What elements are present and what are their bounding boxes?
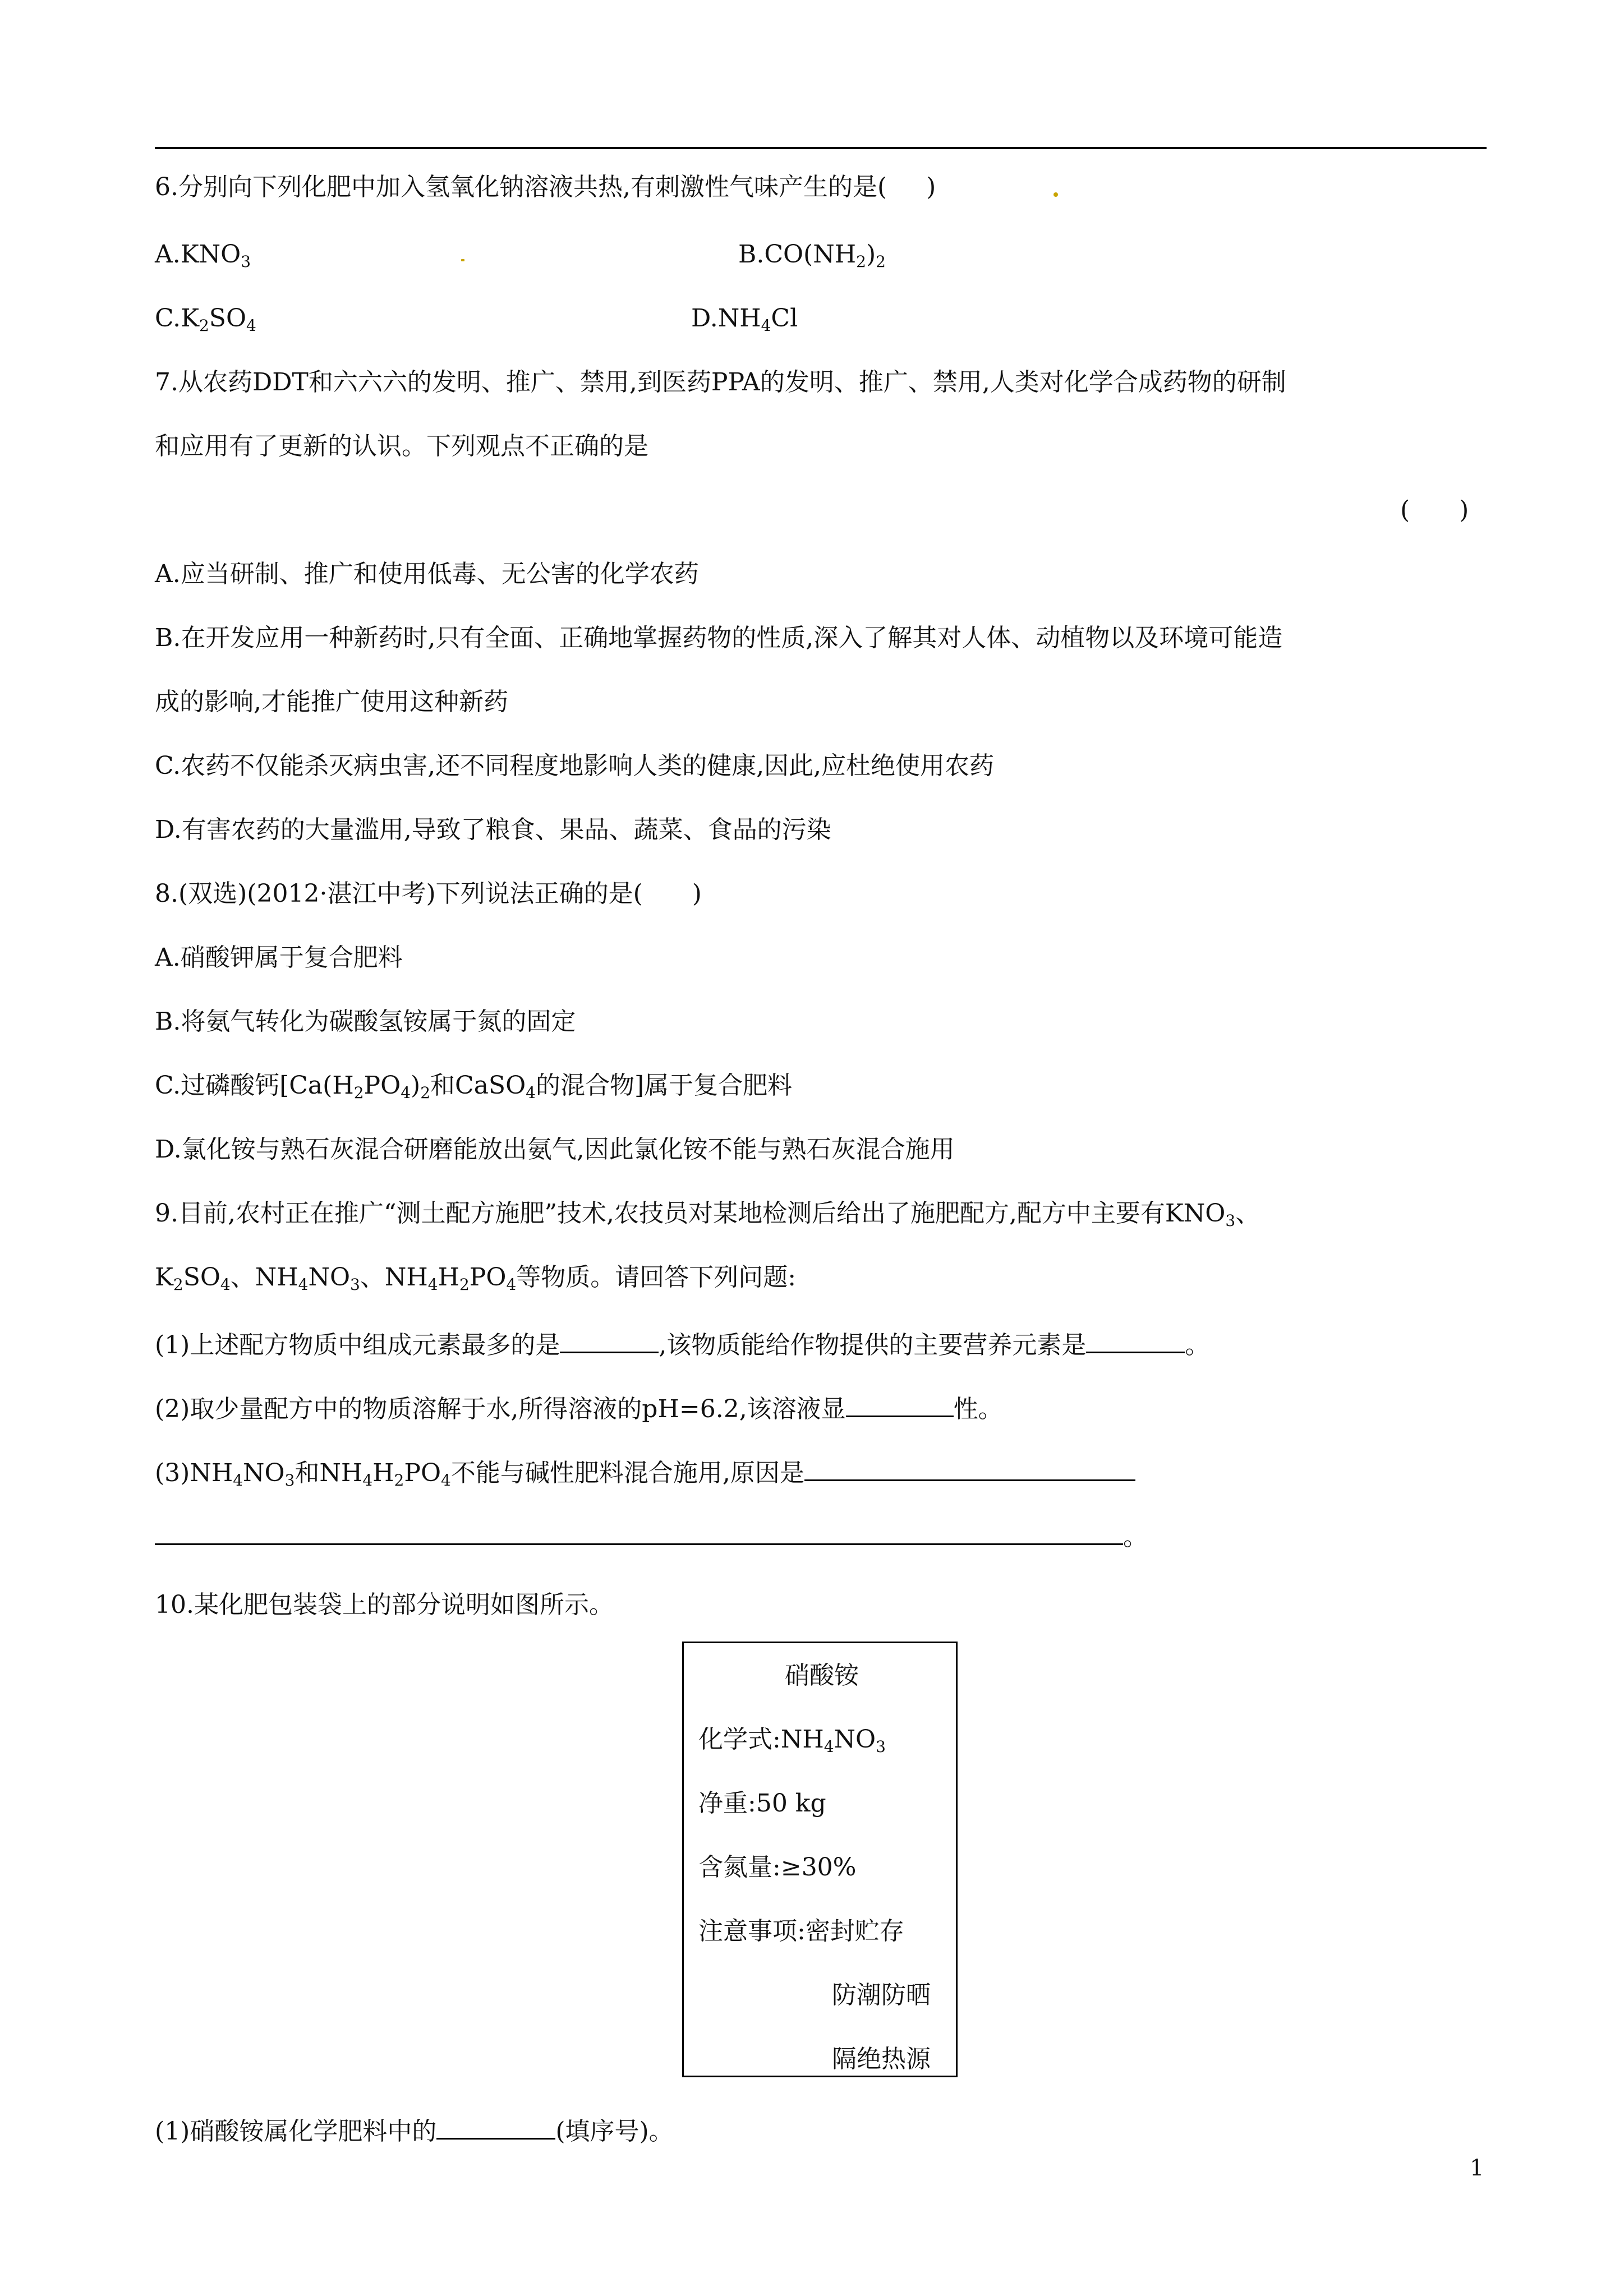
page-number: 1 [1470, 2155, 1484, 2181]
q6-option-c: $C.K_2SO_4$ [155, 304, 256, 335]
q7-option-d: D.有害农药的大量滥用,导致了粮食、果品、蔬菜、食品的污染 [155, 815, 831, 844]
q6-option-d: $D.NH_4Cl$ [691, 304, 798, 335]
q9-stem-line1: 9.目前,农村正在推广“测土配方施肥”技术,农技员对某地检测后给出了施肥配方,配方中主要有$KNO_3$、 [155, 1199, 1260, 1230]
yellow-mark [461, 259, 464, 261]
header-rule [155, 147, 1487, 149]
fertilizer-label-figure [682, 1642, 958, 2077]
q7-option-c: C.农药不仅能杀灭病虫害,还不同程度地影响人类的健康,因此,应杜绝使用农药 [155, 751, 995, 780]
q9-stem-line2: $K_2SO_4$、$NH_4NO_3$、$NH_4H_2PO_4$等物质。请回答下列问题: [155, 1263, 797, 1294]
q9-part3: $(3)NH_4NO_3$和$NH_4H_2PO_4$不能与碱性肥料混合施用,原因是 [155, 1457, 1135, 1486]
yellow-mark [1053, 192, 1058, 197]
q7-option-b-line1: B.在开发应用一种新药时,只有全面、正确地掌握药物的性质,深入了解其对人体、动植物以及环境可能造 [155, 624, 1283, 652]
q10-stem: 10.某化肥包装袋上的部分说明如图所示。 [155, 1590, 614, 1619]
answer-blank[interactable] [155, 1521, 1123, 1545]
label-formula: 化学式$:NH_4NO_3$ [698, 1725, 886, 1756]
label-notes-moisture: 防潮防晒 [832, 1981, 931, 2009]
q7-option-a: A.应当研制、推广和使用低毒、无公害的化学农药 [155, 560, 699, 588]
label-title: 硝酸铵 [785, 1661, 859, 1690]
answer-blank[interactable] [436, 2115, 555, 2140]
answer-blank[interactable] [804, 1457, 1135, 1481]
label-notes: 注意事项:密封贮存 [698, 1917, 904, 1945]
q6-stem: 6.分别向下列化肥中加入氢氧化钠溶液共热,有刺激性气味产生的是( ) [155, 173, 936, 201]
q7-stem-line1: 7.从农药DDT和六六六的发明、推广、禁用,到医药PPA的发明、推广、禁用,人类对化学合成药物的研制 [155, 368, 1286, 397]
q8-option-a: A.硝酸钾属于复合肥料 [155, 943, 403, 972]
label-net-weight: 净重:50 kg [698, 1789, 826, 1818]
q8-stem: 8.(双选)(2012·湛江中考)下列说法正确的是( ) [155, 879, 702, 908]
q7-option-b-line2: 成的影响,才能推广使用这种新药 [155, 688, 508, 716]
q8-option-c: C.过磷酸钙[$Ca(H_2PO_4)_2$和CaSO$_4$的混合物]属于复合肥料 [155, 1071, 793, 1102]
q7-answer-paren: ( ) [1400, 496, 1469, 524]
q7-stem-line2: 和应用有了更新的认识。下列观点不正确的是 [155, 432, 648, 460]
q6-option-a: $A.KNO_3$ [155, 240, 251, 271]
q9-part3-continued: 。 [155, 1521, 1148, 1550]
answer-blank[interactable] [560, 1329, 659, 1353]
q10-part1: (1)硝酸铵属化学肥料中的 (填序号)。 [155, 2115, 674, 2144]
q6-option-b: $B.CO(NH_2)_2$ [738, 240, 886, 271]
answer-blank[interactable] [846, 1393, 954, 1417]
q9-part2: (2)取少量配方中的物质溶解于水,所得溶液的pH=6.2,该溶液显 性。 [155, 1393, 1003, 1422]
q9-part1: (1)上述配方物质中组成元素最多的是 ,该物质能给作物提供的主要营养元素是 。 [155, 1329, 1209, 1358]
label-notes-heat: 隔绝热源 [832, 2045, 931, 2073]
q8-option-d: D.氯化铵与熟石灰混合研磨能放出氨气,因此氯化铵不能与熟石灰混合施用 [155, 1135, 955, 1164]
label-nitrogen-content: 含氮量:≥30% [698, 1853, 857, 1882]
answer-blank[interactable] [1086, 1329, 1185, 1353]
q8-option-b: B.将氨气转化为碳酸氢铵属于氮的固定 [155, 1007, 576, 1036]
